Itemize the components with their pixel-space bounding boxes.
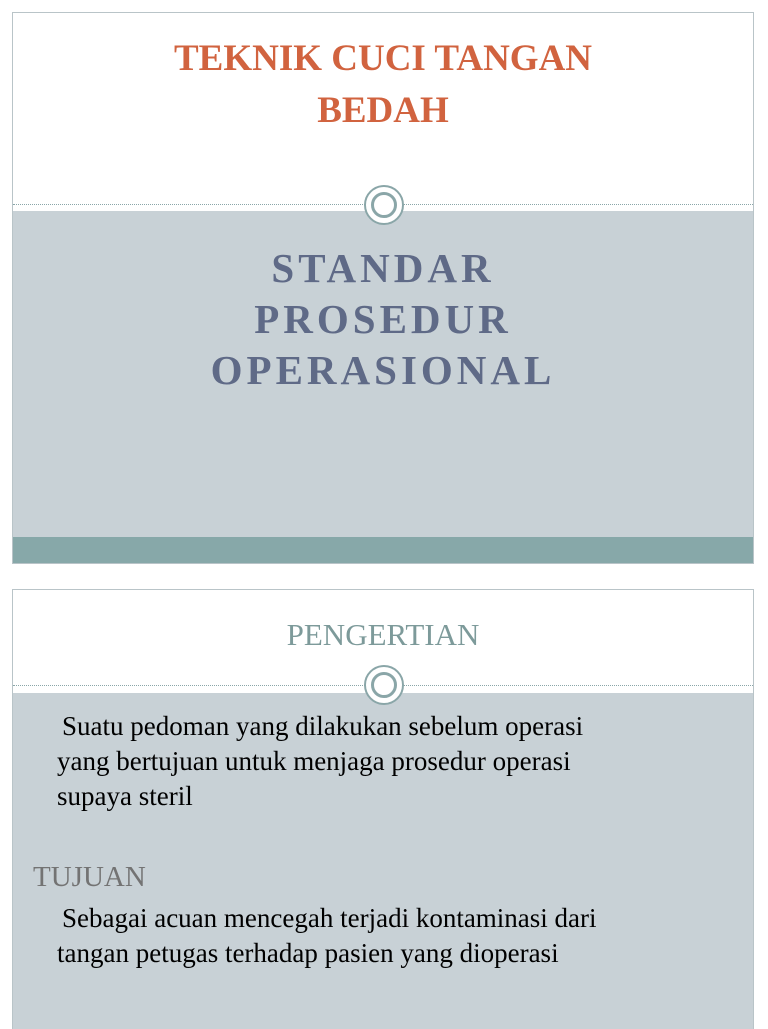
slide-subtitle-text [13,243,753,396]
title-line: BEDAH [317,90,449,131]
slide-title [12,12,754,564]
tujuan-label: TUJUAN [33,861,146,893]
section-heading: PENGERTIAN [286,617,480,652]
definition-line: Suatu pedoman yang dilakukan sebelum operasi [62,711,584,741]
definition-line: yang bertujuan untuk menjaga prosedur operasi [57,746,571,776]
title-line: TEKNIK CUCI TANGAN [173,38,593,79]
slide-pengertian [12,589,754,1029]
subtitle-line: PROSEDUR [254,296,512,342]
divider-ring-icon [364,665,404,705]
accent-band [13,537,753,564]
subtitle-line: STANDAR [271,245,495,291]
definition-text [57,709,717,814]
tujuan-line: Sebagai acuan mencegah terjadi kontaminasi dari [62,903,597,933]
slide-title-text [13,33,753,137]
subtitle-line: OPERASIONAL [210,347,556,393]
divider-ring-icon [364,185,404,225]
tujuan-line: tangan petugas terhadap pasien yang dioperasi [57,938,559,968]
tujuan-text [57,901,717,971]
definition-line: supaya steril [57,781,193,811]
